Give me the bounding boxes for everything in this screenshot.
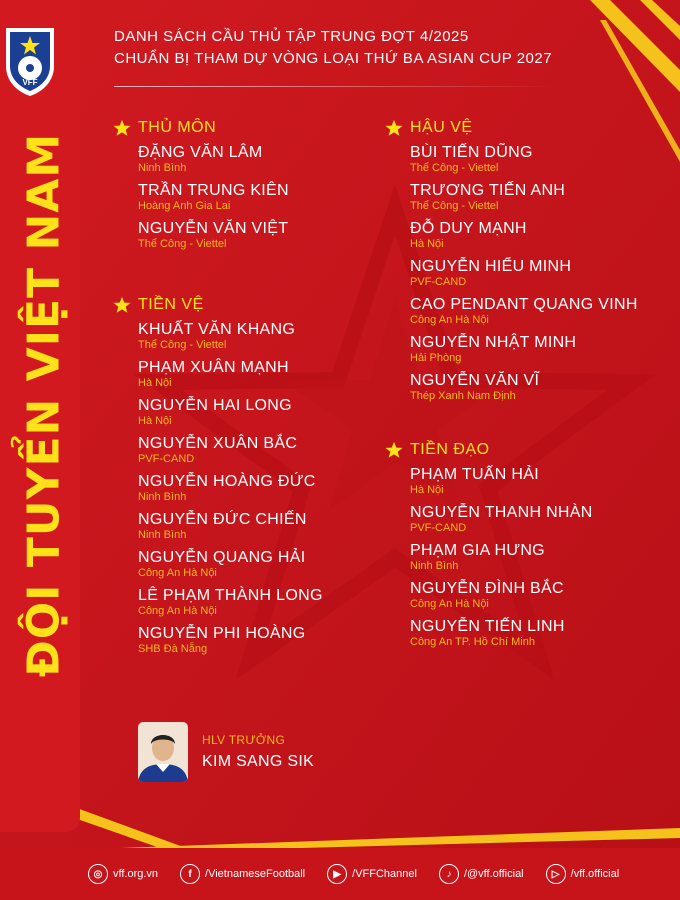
player-name: TRẦN TRUNG KIÊN <box>138 182 289 199</box>
player-name: NGUYỄN TIẾN LINH <box>410 618 565 635</box>
player-name: TRƯƠNG TIẾN ANH <box>410 182 566 199</box>
social-link-youtube[interactable] <box>327 864 417 884</box>
player-entry <box>138 435 323 465</box>
player-club: Công An Hà Nội <box>138 605 217 617</box>
heading-divider <box>114 86 554 87</box>
player-entry <box>410 372 638 402</box>
player-club: Thể Công - Viettel <box>410 162 499 174</box>
player-name: NGUYỄN HIỂU MINH <box>410 258 572 275</box>
player-entry <box>138 182 289 212</box>
player-club: PVF-CAND <box>410 276 467 288</box>
player-entry <box>410 258 638 288</box>
player-name: ĐẶNG VĂN LÂM <box>138 144 263 161</box>
player-entry <box>410 466 593 496</box>
social-text: /@vff.official <box>463 868 524 880</box>
player-entry <box>410 296 638 326</box>
player-name: PHẠM TUẤN HẢI <box>410 466 539 483</box>
player-club: PVF-CAND <box>410 522 467 534</box>
player-club: Công An Hà Nội <box>410 314 489 326</box>
player-name: NGUYỄN ĐÌNH BẮC <box>410 580 564 597</box>
star-icon <box>113 296 131 314</box>
player-club: Ninh Bình <box>138 529 187 541</box>
player-entry <box>410 334 638 364</box>
social-link-website[interactable] <box>88 864 158 884</box>
social-text: /VietnameseFootball <box>205 868 306 880</box>
player-club: Hà Nội <box>410 238 444 250</box>
player-name: NGUYỄN ĐỨC CHIẾN <box>138 511 307 528</box>
youtube-icon: ▶ <box>327 864 347 884</box>
player-name: NGUYỄN HOÀNG ĐỨC <box>138 473 316 490</box>
social-text: /vff.official <box>570 868 620 880</box>
player-club: Công An Hà Nội <box>410 598 489 610</box>
globe-icon: ◎ <box>88 864 108 884</box>
social-text: vff.org.vn <box>113 868 159 880</box>
player-name: NGUYỄN VĂN VĨ <box>410 372 540 389</box>
player-entry <box>410 504 593 534</box>
social-link-other[interactable] <box>546 864 620 884</box>
player-club: Công An Hà Nội <box>138 567 217 579</box>
group-title: HẬU VỆ <box>410 119 473 136</box>
player-entry <box>138 144 289 174</box>
group-midfielders <box>113 295 323 663</box>
social-link-facebook[interactable] <box>180 864 305 884</box>
player-entry <box>410 618 593 648</box>
player-entry <box>138 549 323 579</box>
player-name: PHẠM GIA HƯNG <box>410 542 545 559</box>
player-entry <box>410 542 593 572</box>
player-name: CAO PENDANT QUANG VINH <box>410 296 638 313</box>
page-heading <box>114 26 552 70</box>
social-link-tiktok[interactable] <box>439 864 524 884</box>
group-goalkeepers <box>113 118 289 258</box>
player-club: Hà Nội <box>410 484 444 496</box>
player-name: NGUYỄN XUÂN BẮC <box>138 435 298 452</box>
facebook-icon: f <box>180 864 200 884</box>
player-name: PHẠM XUÂN MẠNH <box>138 359 289 376</box>
player-entry <box>138 625 323 655</box>
coach-role: HLV TRƯỞNG <box>202 733 286 747</box>
group-defenders <box>385 118 638 410</box>
player-name: NGUYỄN QUANG HẢI <box>138 549 306 566</box>
player-entry <box>410 220 638 250</box>
tiktok-icon: ♪ <box>439 864 459 884</box>
heading-line-2: CHUẨN BỊ THAM DỰ VÒNG LOẠI THỨ BA ASIAN CUP 2027 <box>114 50 553 67</box>
player-entry <box>138 359 323 389</box>
player-club: Ninh Bình <box>138 491 187 503</box>
player-name: NGUYỄN NHẬT MINH <box>410 334 577 351</box>
player-name: NGUYỄN PHI HOÀNG <box>138 625 306 642</box>
player-club: Ninh Bình <box>410 560 459 572</box>
player-club: Hoàng Anh Gia Lai <box>138 200 231 212</box>
player-entry <box>138 511 323 541</box>
logo-text: VFF <box>22 78 38 87</box>
player-club: Thể Công - Viettel <box>138 339 227 351</box>
player-name: ĐỖ DUY MẠNH <box>410 220 527 237</box>
player-entry <box>138 397 323 427</box>
player-club: SHB Đà Nẵng <box>138 643 208 655</box>
player-entry <box>410 580 593 610</box>
vff-logo <box>2 22 58 98</box>
player-entry <box>138 587 323 617</box>
player-entry <box>410 144 638 174</box>
coach-block <box>138 722 314 782</box>
player-club: Hà Nội <box>138 377 172 389</box>
star-icon <box>385 441 403 459</box>
player-name: NGUYỄN THANH NHÀN <box>410 504 593 521</box>
player-club: Ninh Bình <box>138 162 187 174</box>
coach-photo <box>138 722 188 782</box>
social-links <box>88 864 641 884</box>
group-title: TIỀN ĐẠO <box>410 441 490 458</box>
star-icon <box>113 119 131 137</box>
player-club: Thể Công - Viettel <box>138 238 227 250</box>
player-name: KHUẤT VĂN KHANG <box>138 321 296 338</box>
player-club: Hải Phòng <box>410 352 462 364</box>
player-club: PVF-CAND <box>138 453 195 465</box>
star-icon <box>385 119 403 137</box>
coach-name: KIM SANG SIK <box>202 753 315 770</box>
player-club: Thép Xanh Nam Định <box>410 390 516 402</box>
heading-line-1: DANH SÁCH CẦU THỦ TẬP TRUNG ĐỢT 4/2025 <box>114 28 469 45</box>
player-name: BÙI TIẾN DŨNG <box>410 144 533 161</box>
player-entry <box>138 321 323 351</box>
group-forwards <box>385 440 593 656</box>
player-entry <box>138 473 323 503</box>
social-text: /VFFChannel <box>352 868 417 880</box>
player-entry <box>410 182 638 212</box>
vertical-team-title: ĐỘI TUYỂN VIỆT NAM <box>18 132 70 678</box>
group-title: THỦ MÔN <box>138 119 217 136</box>
player-club: Hà Nội <box>138 415 172 427</box>
player-club: Thể Công - Viettel <box>410 200 499 212</box>
play-icon: ▷ <box>546 864 566 884</box>
player-club: Công An TP. Hồ Chí Minh <box>410 636 535 648</box>
player-name: NGUYỄN HAI LONG <box>138 397 292 414</box>
player-entry <box>138 220 289 250</box>
group-title: TIỀN VỆ <box>138 296 204 313</box>
player-name: LÊ PHẠM THÀNH LONG <box>138 587 323 604</box>
player-name: NGUYỄN VĂN VIỆT <box>138 220 289 237</box>
